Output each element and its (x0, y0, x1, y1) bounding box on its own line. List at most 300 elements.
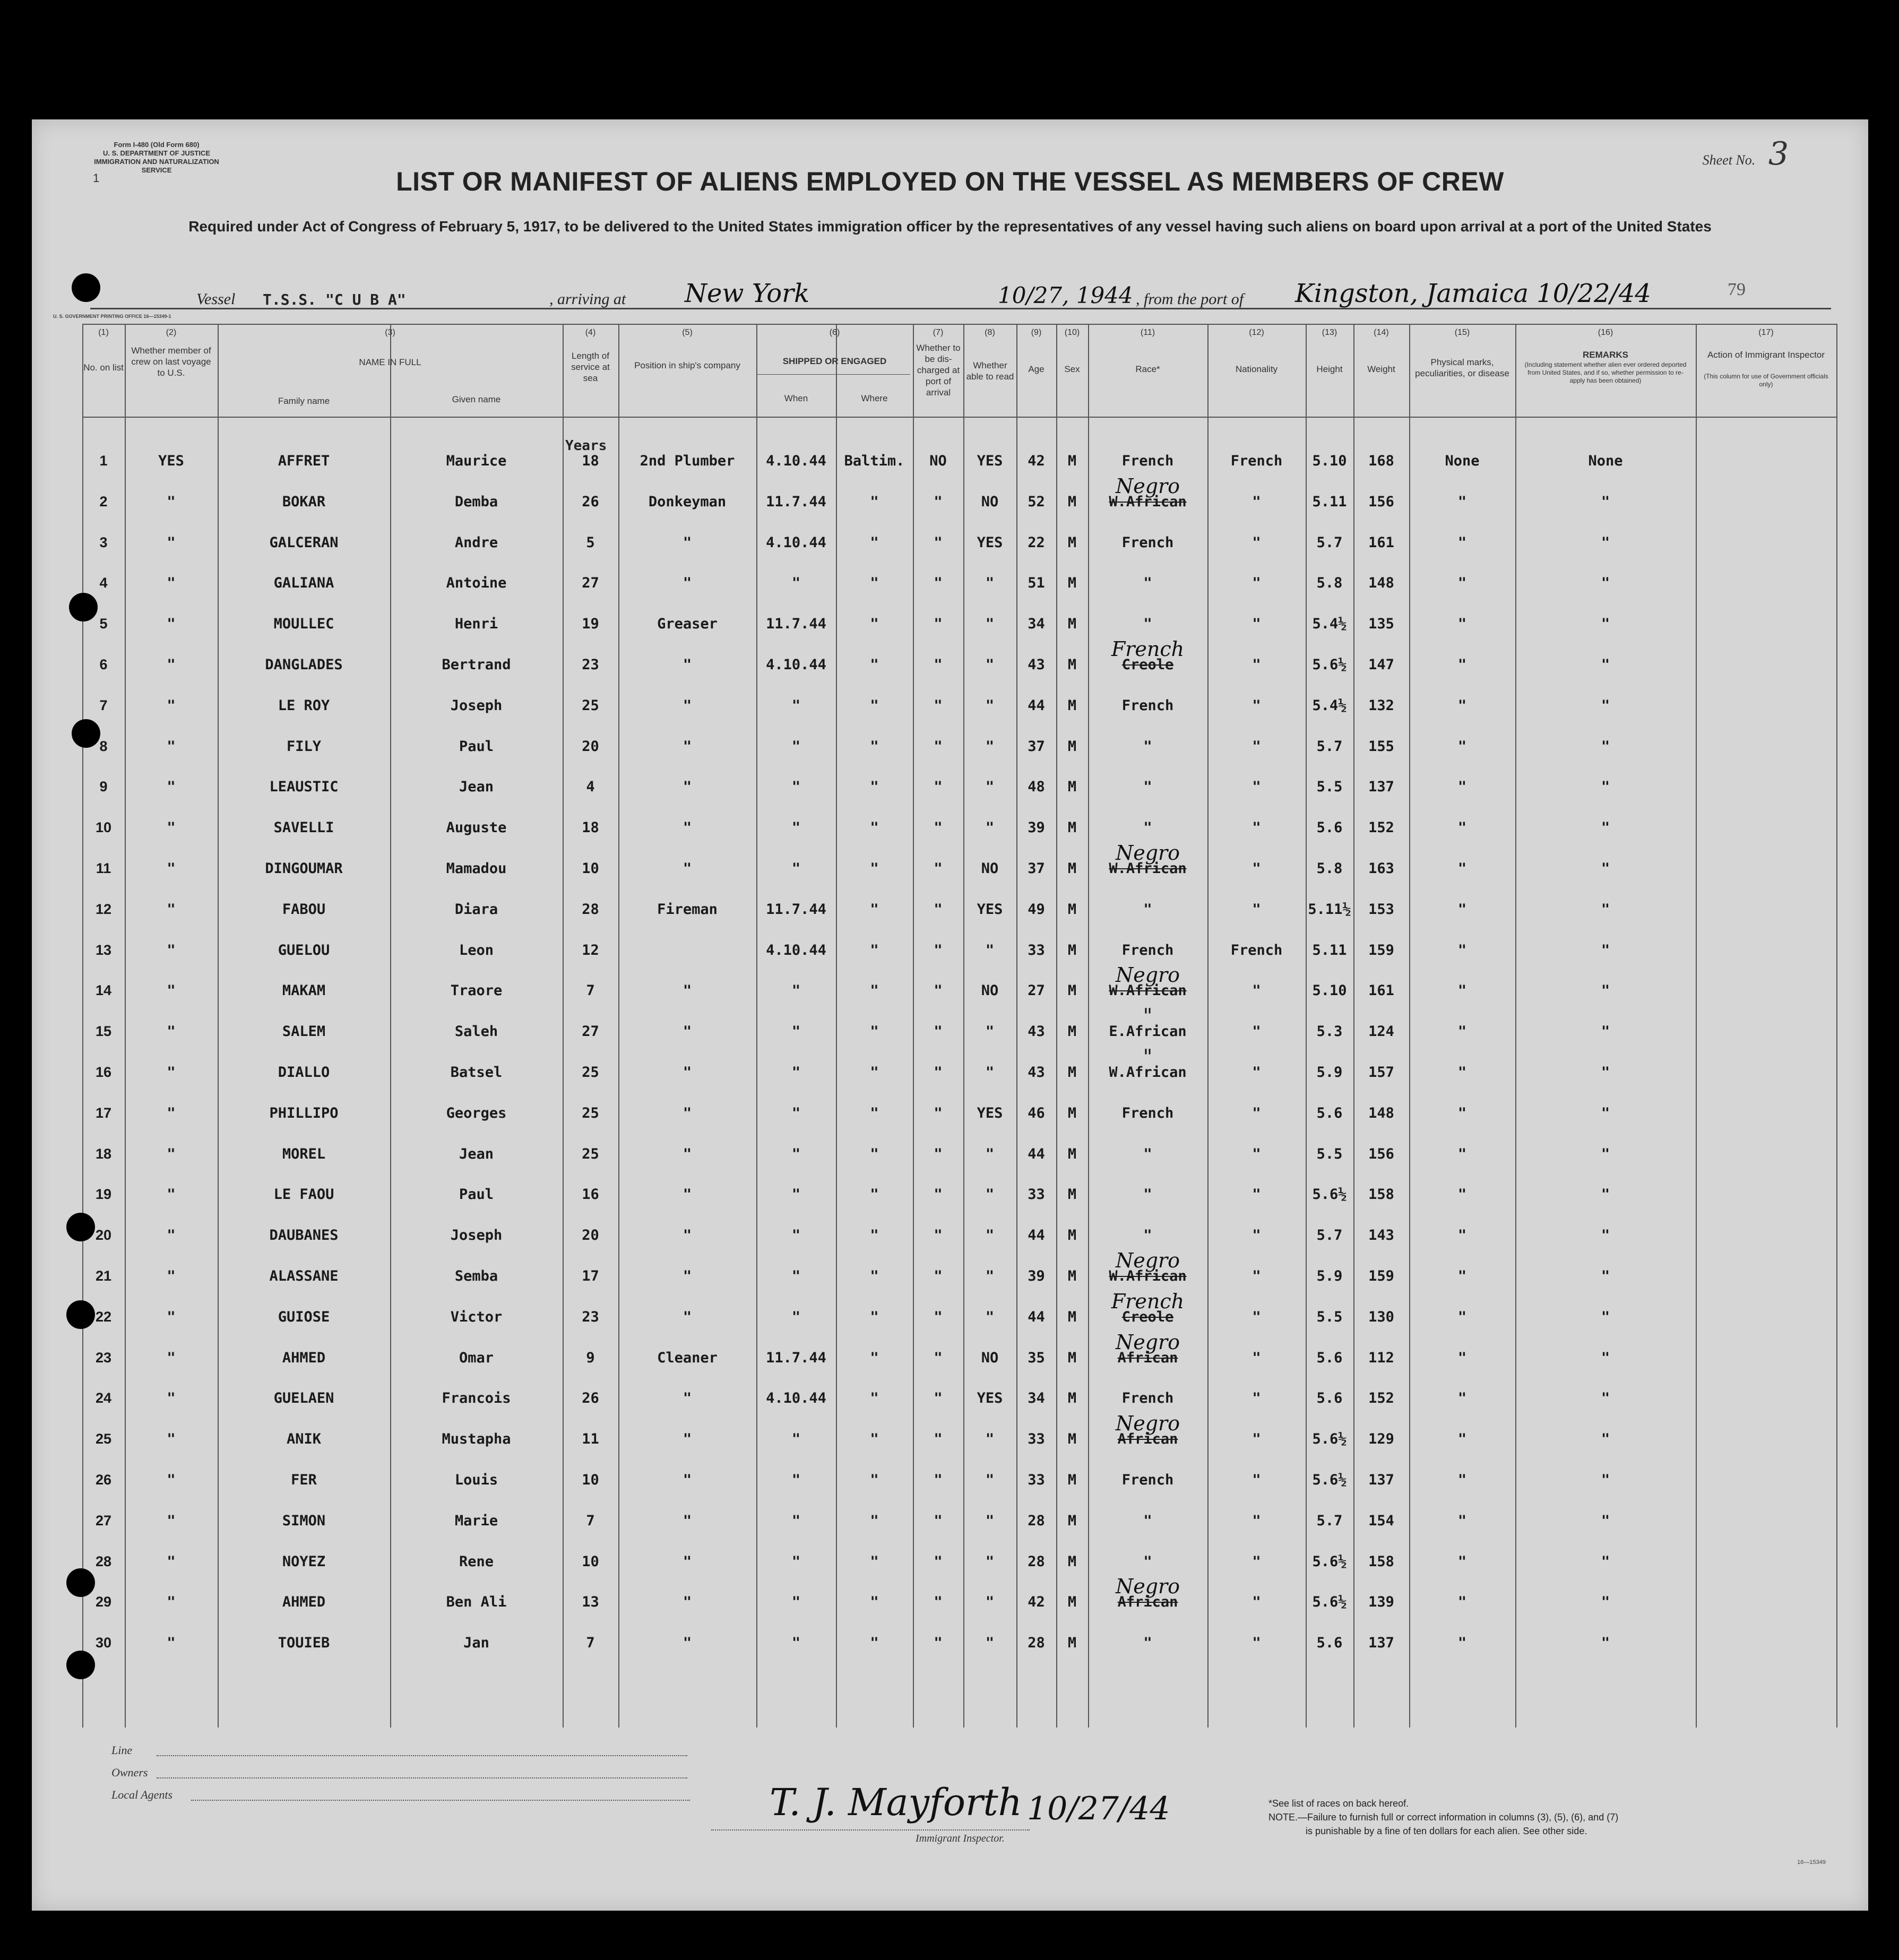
cell-family-name: GUIOSE (278, 1308, 330, 1325)
cell-height: 5.9 (1316, 1064, 1343, 1081)
cell-shipped-where: " (870, 534, 879, 551)
cell-race: " (1143, 575, 1152, 592)
cell-nationality: " (1252, 1145, 1261, 1162)
vessel-name: T.S.S. "C U B A" (263, 291, 406, 308)
cell-weight: 152 (1368, 819, 1394, 836)
cell-crew-last-voyage: " (167, 942, 176, 959)
cell-sex: M (1067, 982, 1077, 999)
cell-crew-last-voyage: " (167, 616, 176, 633)
cell-remarks: " (1601, 860, 1610, 877)
cell-able-to-read: NO (981, 860, 999, 877)
punch-hole (72, 273, 100, 302)
cell-weight: 148 (1368, 575, 1394, 592)
cell-age: 33 (1028, 1186, 1045, 1203)
cell-shipped-when: " (791, 982, 801, 999)
service-name: IMMIGRATION AND NATURALIZATION SERVICE (94, 158, 219, 174)
cell-shipped-when: " (791, 1145, 801, 1162)
cell-family-name: MOREL (282, 1145, 326, 1162)
cell-weight: 130 (1368, 1308, 1394, 1325)
cell-discharged-at-arrival: " (934, 1308, 943, 1325)
punch-hole (69, 593, 98, 621)
cell-length-of-service: 4 (586, 779, 595, 796)
cell-row-number: 2 (99, 493, 108, 510)
cell-discharged-at-arrival: " (934, 1145, 943, 1162)
footer (32, 1728, 1868, 1887)
cell-physical-marks: " (1457, 493, 1467, 510)
cell-race: French (1121, 453, 1174, 469)
cell-given-name: Henri (454, 616, 498, 633)
cell-discharged-at-arrival: " (934, 1268, 943, 1284)
cell-row-number: 15 (95, 1023, 112, 1040)
corner-number: 79 (1728, 280, 1746, 299)
cell-shipped-where: " (870, 1431, 879, 1448)
cell-family-name: ANIK (286, 1431, 322, 1448)
cell-shipped-where: " (870, 616, 879, 633)
cell-physical-marks: " (1457, 1431, 1467, 1448)
cell-remarks: " (1601, 697, 1610, 714)
cell-discharged-at-arrival: " (934, 1186, 943, 1203)
cell-physical-marks: " (1457, 1104, 1467, 1121)
cell-physical-marks: " (1457, 1349, 1467, 1366)
cell-family-name: GALIANA (273, 575, 334, 592)
cell-able-to-read: YES (977, 534, 1003, 551)
cell-crew-last-voyage: " (167, 1553, 176, 1570)
cell-able-to-read: " (985, 1145, 995, 1162)
service-units: Years (565, 438, 607, 454)
cell-crew-last-voyage: " (167, 819, 176, 836)
cell-able-to-read: NO (981, 982, 999, 999)
cell-sex: M (1067, 657, 1077, 673)
cell-family-name: FILY (286, 738, 322, 755)
cell-discharged-at-arrival: " (934, 1431, 943, 1448)
cell-shipped-when: " (791, 1227, 801, 1244)
cell-crew-last-voyage: " (167, 1308, 176, 1325)
cell-family-name: LE ROY (278, 697, 330, 714)
cell-height: 5.7 (1316, 738, 1343, 755)
cell-age: 37 (1028, 738, 1045, 755)
cell-row-number: 9 (99, 779, 108, 795)
cell-row-number: 4 (99, 575, 108, 591)
cell-age: 39 (1028, 1268, 1045, 1284)
race-handwritten-correction: " (1143, 1045, 1153, 1068)
cell-crew-last-voyage: " (167, 1104, 176, 1121)
cell-age: 43 (1028, 657, 1045, 673)
cell-remarks: " (1601, 1431, 1610, 1448)
cell-shipped-when: " (791, 819, 801, 836)
cell-able-to-read: " (985, 1431, 995, 1448)
cell-nationality: " (1252, 1186, 1261, 1203)
cell-able-to-read: " (985, 1186, 995, 1203)
cell-position: " (683, 779, 692, 796)
cell-age: 34 (1028, 616, 1045, 633)
cell-height: 5.11 (1312, 493, 1347, 510)
cell-length-of-service: 5 (586, 534, 595, 551)
cell-remarks: None (1588, 453, 1623, 469)
cell-race: African (1117, 1349, 1178, 1366)
cell-weight: 148 (1368, 1104, 1394, 1121)
cell-age: 33 (1028, 1472, 1045, 1488)
cell-crew-last-voyage: " (167, 860, 176, 877)
cell-shipped-when: 4.10.44 (766, 534, 826, 551)
cell-nationality: " (1252, 1512, 1261, 1529)
cell-physical-marks: " (1457, 1512, 1467, 1529)
signature-rule (711, 1829, 1030, 1831)
cell-weight: 152 (1368, 1390, 1394, 1407)
cell-physical-marks: " (1457, 942, 1467, 959)
cell-shipped-when: 11.7.44 (766, 1349, 826, 1366)
cell-given-name: Joseph (450, 1227, 503, 1244)
footer-notes (1268, 1797, 1618, 1838)
cell-given-name: Leon (459, 942, 494, 959)
cell-given-name: Joseph (450, 697, 503, 714)
cell-physical-marks: " (1457, 575, 1467, 592)
cell-shipped-when: " (791, 1472, 801, 1488)
cell-length-of-service: 25 (582, 1145, 599, 1162)
cell-physical-marks: " (1457, 1227, 1467, 1244)
cell-race: French (1121, 1472, 1174, 1488)
cell-able-to-read: YES (977, 1390, 1003, 1407)
header-action-note: (This column for use of Government officials only) (1704, 373, 1828, 388)
cell-shipped-when: " (791, 738, 801, 755)
arriving-at: New York (685, 279, 810, 308)
cell-discharged-at-arrival: " (934, 493, 943, 510)
cell-length-of-service: 16 (582, 1186, 599, 1203)
cell-race: " (1143, 901, 1152, 918)
cell-row-number: 7 (99, 697, 108, 713)
cell-physical-marks: " (1457, 534, 1467, 551)
cell-shipped-where: " (870, 982, 879, 999)
cell-family-name: GUELAEN (273, 1390, 334, 1407)
cell-row-number: 11 (96, 860, 111, 876)
cell-shipped-when: 11.7.44 (766, 616, 826, 633)
cell-position: " (683, 1431, 692, 1448)
cell-position: " (683, 1472, 692, 1488)
cell-shipped-where: Baltim. (844, 453, 905, 469)
cell-sex: M (1067, 1594, 1077, 1611)
cell-race: French (1121, 1390, 1174, 1407)
cell-sex: M (1067, 1023, 1077, 1040)
cell-family-name: AHMED (282, 1349, 326, 1366)
cell-shipped-when: " (791, 860, 801, 877)
cell-position: " (683, 819, 692, 836)
header-physical-marks: Physical marks, peculiarities, or disease (1415, 357, 1509, 378)
punch-hole (66, 1651, 95, 1679)
cell-sex: M (1067, 1227, 1077, 1244)
cell-shipped-when: " (791, 779, 801, 796)
footer-owners-label: Owners (111, 1766, 148, 1779)
cell-race: Creole (1121, 1308, 1174, 1325)
note-penalty-cont: is punishable by a fine of ten dollars for each alien. See other side. (1306, 1826, 1587, 1836)
cell-physical-marks: " (1457, 819, 1467, 836)
header-action-inspector: Action of Immigrant Inspector (1707, 350, 1825, 360)
cell-discharged-at-arrival: " (934, 1594, 943, 1611)
cell-shipped-when: " (791, 1104, 801, 1121)
cell-able-to-read: NO (981, 493, 999, 510)
cell-nationality: " (1252, 982, 1261, 999)
header-remarks-note: (Including statement whether alien ever ordered deported from United States, and if so, whether permission to re-apply has been obtained) (1524, 361, 1687, 384)
cell-length-of-service: 20 (582, 738, 599, 755)
cell-height: 5.6 (1316, 1349, 1343, 1366)
cell-nationality: " (1252, 1308, 1261, 1325)
cell-position: Donkeyman (648, 493, 727, 510)
cell-row-number: 5 (99, 616, 108, 632)
cell-race: " (1143, 819, 1152, 836)
cell-family-name: SAVELLI (273, 819, 334, 836)
cell-race: French (1121, 942, 1174, 959)
cell-discharged-at-arrival: " (934, 942, 943, 959)
cell-discharged-at-arrival: " (934, 982, 943, 999)
cell-nationality: " (1252, 1023, 1261, 1040)
cell-nationality: " (1252, 1064, 1261, 1081)
cell-shipped-where: " (870, 942, 879, 959)
cell-crew-last-voyage: " (167, 657, 176, 673)
header-shipped-engaged: SHIPPED OR ENGAGED (782, 356, 887, 366)
cell-physical-marks: " (1457, 1145, 1467, 1162)
cell-remarks: " (1601, 1145, 1610, 1162)
cell-able-to-read: " (985, 1023, 995, 1040)
cell-race: W.African (1109, 982, 1187, 999)
cell-given-name: Antoine (446, 575, 507, 592)
cell-row-number: 24 (95, 1390, 112, 1406)
cell-given-name: Rene (459, 1553, 494, 1570)
cell-family-name: FER (291, 1472, 317, 1488)
cell-remarks: " (1601, 534, 1610, 551)
cell-remarks: " (1601, 616, 1610, 633)
cell-remarks: " (1601, 901, 1610, 918)
cell-crew-last-voyage: " (167, 1186, 176, 1203)
cell-able-to-read: " (985, 616, 995, 633)
cell-length-of-service: 25 (582, 1064, 599, 1081)
cell-sex: M (1067, 860, 1077, 877)
header-name-in-full: NAME IN FULL (359, 357, 421, 367)
cell-sex: M (1067, 453, 1077, 469)
cell-sex: M (1067, 1064, 1077, 1081)
column-3-number: (3) (385, 328, 395, 337)
cell-height: 5.9 (1316, 1268, 1343, 1284)
cell-nationality: " (1252, 1268, 1261, 1284)
header-discharged: Whether to be dis-charged at port of arrival (916, 343, 961, 398)
cell-remarks: " (1601, 982, 1610, 999)
cell-race: " (1143, 1635, 1152, 1652)
cell-nationality: " (1252, 819, 1261, 836)
cell-nationality: " (1252, 1104, 1261, 1121)
column-1-number: (1) (98, 328, 109, 337)
cell-family-name: MAKAM (282, 982, 326, 999)
cell-crew-last-voyage: " (167, 982, 176, 999)
cell-weight: 143 (1368, 1227, 1394, 1244)
cell-age: 42 (1028, 1594, 1045, 1611)
form-print-number: 16—15349 (1797, 1859, 1826, 1866)
cell-age: 27 (1028, 982, 1045, 999)
cell-shipped-where: " (870, 1064, 879, 1081)
cell-physical-marks: " (1457, 1308, 1467, 1325)
cell-remarks: " (1601, 1227, 1610, 1244)
cell-able-to-read: " (985, 819, 995, 836)
cell-race: W.African (1109, 860, 1187, 877)
cell-height: 5.7 (1316, 534, 1343, 551)
vessel-line (32, 279, 1868, 310)
cell-given-name: Louis (454, 1472, 498, 1488)
cell-height: 5.10 (1312, 453, 1347, 469)
cell-row-number: 20 (95, 1227, 112, 1244)
header-age: Age (1028, 364, 1045, 374)
cell-shipped-when: " (791, 1553, 801, 1570)
cell-shipped-when: " (791, 1186, 801, 1203)
cell-height: 5.6½ (1312, 1431, 1347, 1448)
cell-shipped-where: " (870, 1349, 879, 1366)
cell-height: 5.10 (1312, 982, 1347, 999)
cell-given-name: Traore (450, 982, 503, 999)
page-title: LIST OR MANIFEST OF ALIENS EMPLOYED ON THE VESSEL AS MEMBERS OF CREW (396, 167, 1504, 196)
cell-height: 5.4½ (1312, 616, 1347, 633)
manifest-sheet (32, 119, 1868, 1911)
cell-nationality: French (1230, 942, 1283, 959)
cell-shipped-where: " (870, 1390, 879, 1407)
from-port: Kingston, Jamaica 10/22/44 (1295, 279, 1651, 308)
cell-able-to-read: " (985, 779, 995, 796)
cell-row-number: 27 (95, 1512, 112, 1529)
cell-shipped-where: " (870, 1512, 879, 1529)
cell-remarks: " (1601, 1472, 1610, 1488)
cell-shipped-where: " (870, 575, 879, 592)
cell-shipped-where: " (870, 1145, 879, 1162)
cell-shipped-where: " (870, 1594, 879, 1611)
cell-age: 52 (1028, 493, 1045, 510)
cell-sex: M (1067, 819, 1077, 836)
cell-remarks: " (1601, 493, 1610, 510)
cell-height: 5.6½ (1312, 657, 1347, 673)
cell-row-number: 14 (95, 982, 112, 999)
department-name: U. S. DEPARTMENT OF JUSTICE (103, 149, 210, 157)
cell-age: 44 (1028, 1145, 1045, 1162)
cell-position: " (683, 738, 692, 755)
cell-shipped-where: " (870, 901, 879, 918)
cell-given-name: Semba (454, 1268, 498, 1284)
cell-position: " (683, 1145, 692, 1162)
cell-nationality: " (1252, 1472, 1261, 1488)
cell-race: " (1143, 1145, 1152, 1162)
cell-position: " (683, 1186, 692, 1203)
cell-shipped-when: " (791, 1268, 801, 1284)
cell-discharged-at-arrival: " (934, 1472, 943, 1488)
header-sex: Sex (1064, 364, 1080, 374)
cell-remarks: " (1601, 1512, 1610, 1529)
cell-given-name: Ben Ali (446, 1594, 507, 1611)
cell-height: 5.7 (1316, 1227, 1343, 1244)
cell-sex: M (1067, 1635, 1077, 1652)
header-height: Height (1316, 364, 1343, 374)
cell-remarks: " (1601, 779, 1610, 796)
cell-race: French (1121, 1104, 1174, 1121)
cell-nationality: " (1252, 697, 1261, 714)
column-17-number: (17) (1758, 328, 1774, 337)
cell-crew-last-voyage: " (167, 1023, 176, 1040)
cell-nationality: " (1252, 1431, 1261, 1448)
cell-crew-last-voyage: YES (158, 453, 184, 469)
cell-race: " (1143, 738, 1152, 755)
cell-age: 35 (1028, 1349, 1045, 1366)
header-when: When (784, 393, 808, 403)
cell-length-of-service: 19 (582, 616, 599, 633)
cell-shipped-when: " (791, 1023, 801, 1040)
sheet-number-value: 3 (1768, 135, 1789, 172)
cell-given-name: Jan (463, 1635, 489, 1652)
cell-height: 5.7 (1316, 1512, 1343, 1529)
cell-race: " (1143, 616, 1152, 633)
cell-height: 5.6½ (1312, 1553, 1347, 1570)
cell-discharged-at-arrival: " (934, 901, 943, 918)
cell-given-name: Demba (454, 493, 498, 510)
cell-discharged-at-arrival: " (934, 1104, 943, 1121)
cell-race: " (1143, 1512, 1152, 1529)
header-no-on-list: No. on list (83, 362, 124, 373)
cell-position: " (683, 1635, 692, 1652)
cell-shipped-where: " (870, 1553, 879, 1570)
cell-given-name: Batsel (450, 1064, 503, 1081)
header-family-name: Family name (278, 396, 330, 406)
cell-shipped-when: 4.10.44 (766, 453, 826, 469)
cell-shipped-where: " (870, 1227, 879, 1244)
inspector-signature: T. J. Mayforth (770, 1781, 1022, 1824)
cell-able-to-read: " (985, 1635, 995, 1652)
cell-discharged-at-arrival: " (934, 860, 943, 877)
cell-race: W.African (1109, 1268, 1187, 1284)
cell-physical-marks: " (1457, 1186, 1467, 1203)
cell-row-number: 21 (95, 1268, 112, 1284)
cell-given-name: Paul (459, 1186, 494, 1203)
cell-physical-marks: " (1457, 901, 1467, 918)
cell-race: African (1117, 1594, 1178, 1611)
cell-given-name: Diara (454, 901, 498, 918)
cell-nationality: " (1252, 1594, 1261, 1611)
cell-weight: 157 (1368, 1064, 1394, 1081)
cell-discharged-at-arrival: " (934, 1553, 943, 1570)
column-8-number: (8) (985, 328, 995, 337)
cell-crew-last-voyage: " (167, 1431, 176, 1448)
cell-nationality: " (1252, 1553, 1261, 1570)
cell-age: 22 (1028, 534, 1045, 551)
cell-nationality: " (1252, 1390, 1261, 1407)
cell-given-name: Auguste (446, 819, 507, 836)
cell-given-name: Bertrand (442, 657, 511, 673)
cell-row-number: 22 (95, 1308, 112, 1325)
header-weight: Weight (1367, 364, 1395, 374)
cell-physical-marks: " (1457, 1268, 1467, 1284)
cell-crew-last-voyage: " (167, 1594, 176, 1611)
cell-length-of-service: 12 (582, 942, 599, 959)
cell-crew-last-voyage: " (167, 1227, 176, 1244)
cell-age: 33 (1028, 942, 1045, 959)
cell-physical-marks: " (1457, 738, 1467, 755)
cell-sex: M (1067, 1431, 1077, 1448)
punch-hole (66, 1213, 95, 1241)
cell-given-name: Maurice (446, 453, 507, 469)
cell-nationality: " (1252, 1349, 1261, 1366)
cell-sex: M (1067, 616, 1077, 633)
cell-given-name: Francois (442, 1390, 511, 1407)
cell-physical-marks: " (1457, 1064, 1467, 1081)
cell-age: 28 (1028, 1553, 1045, 1570)
cell-shipped-where: " (870, 1186, 879, 1203)
cell-remarks: " (1601, 1268, 1610, 1284)
cell-remarks: " (1601, 1635, 1610, 1652)
header-able-to-read: Whether able to read (966, 360, 1014, 382)
cell-age: 42 (1028, 453, 1045, 469)
cell-physical-marks: " (1457, 860, 1467, 877)
cell-shipped-when: 4.10.44 (766, 1390, 826, 1407)
cell-height: 5.11 (1312, 942, 1347, 959)
cell-family-name: MOULLEC (273, 616, 334, 633)
